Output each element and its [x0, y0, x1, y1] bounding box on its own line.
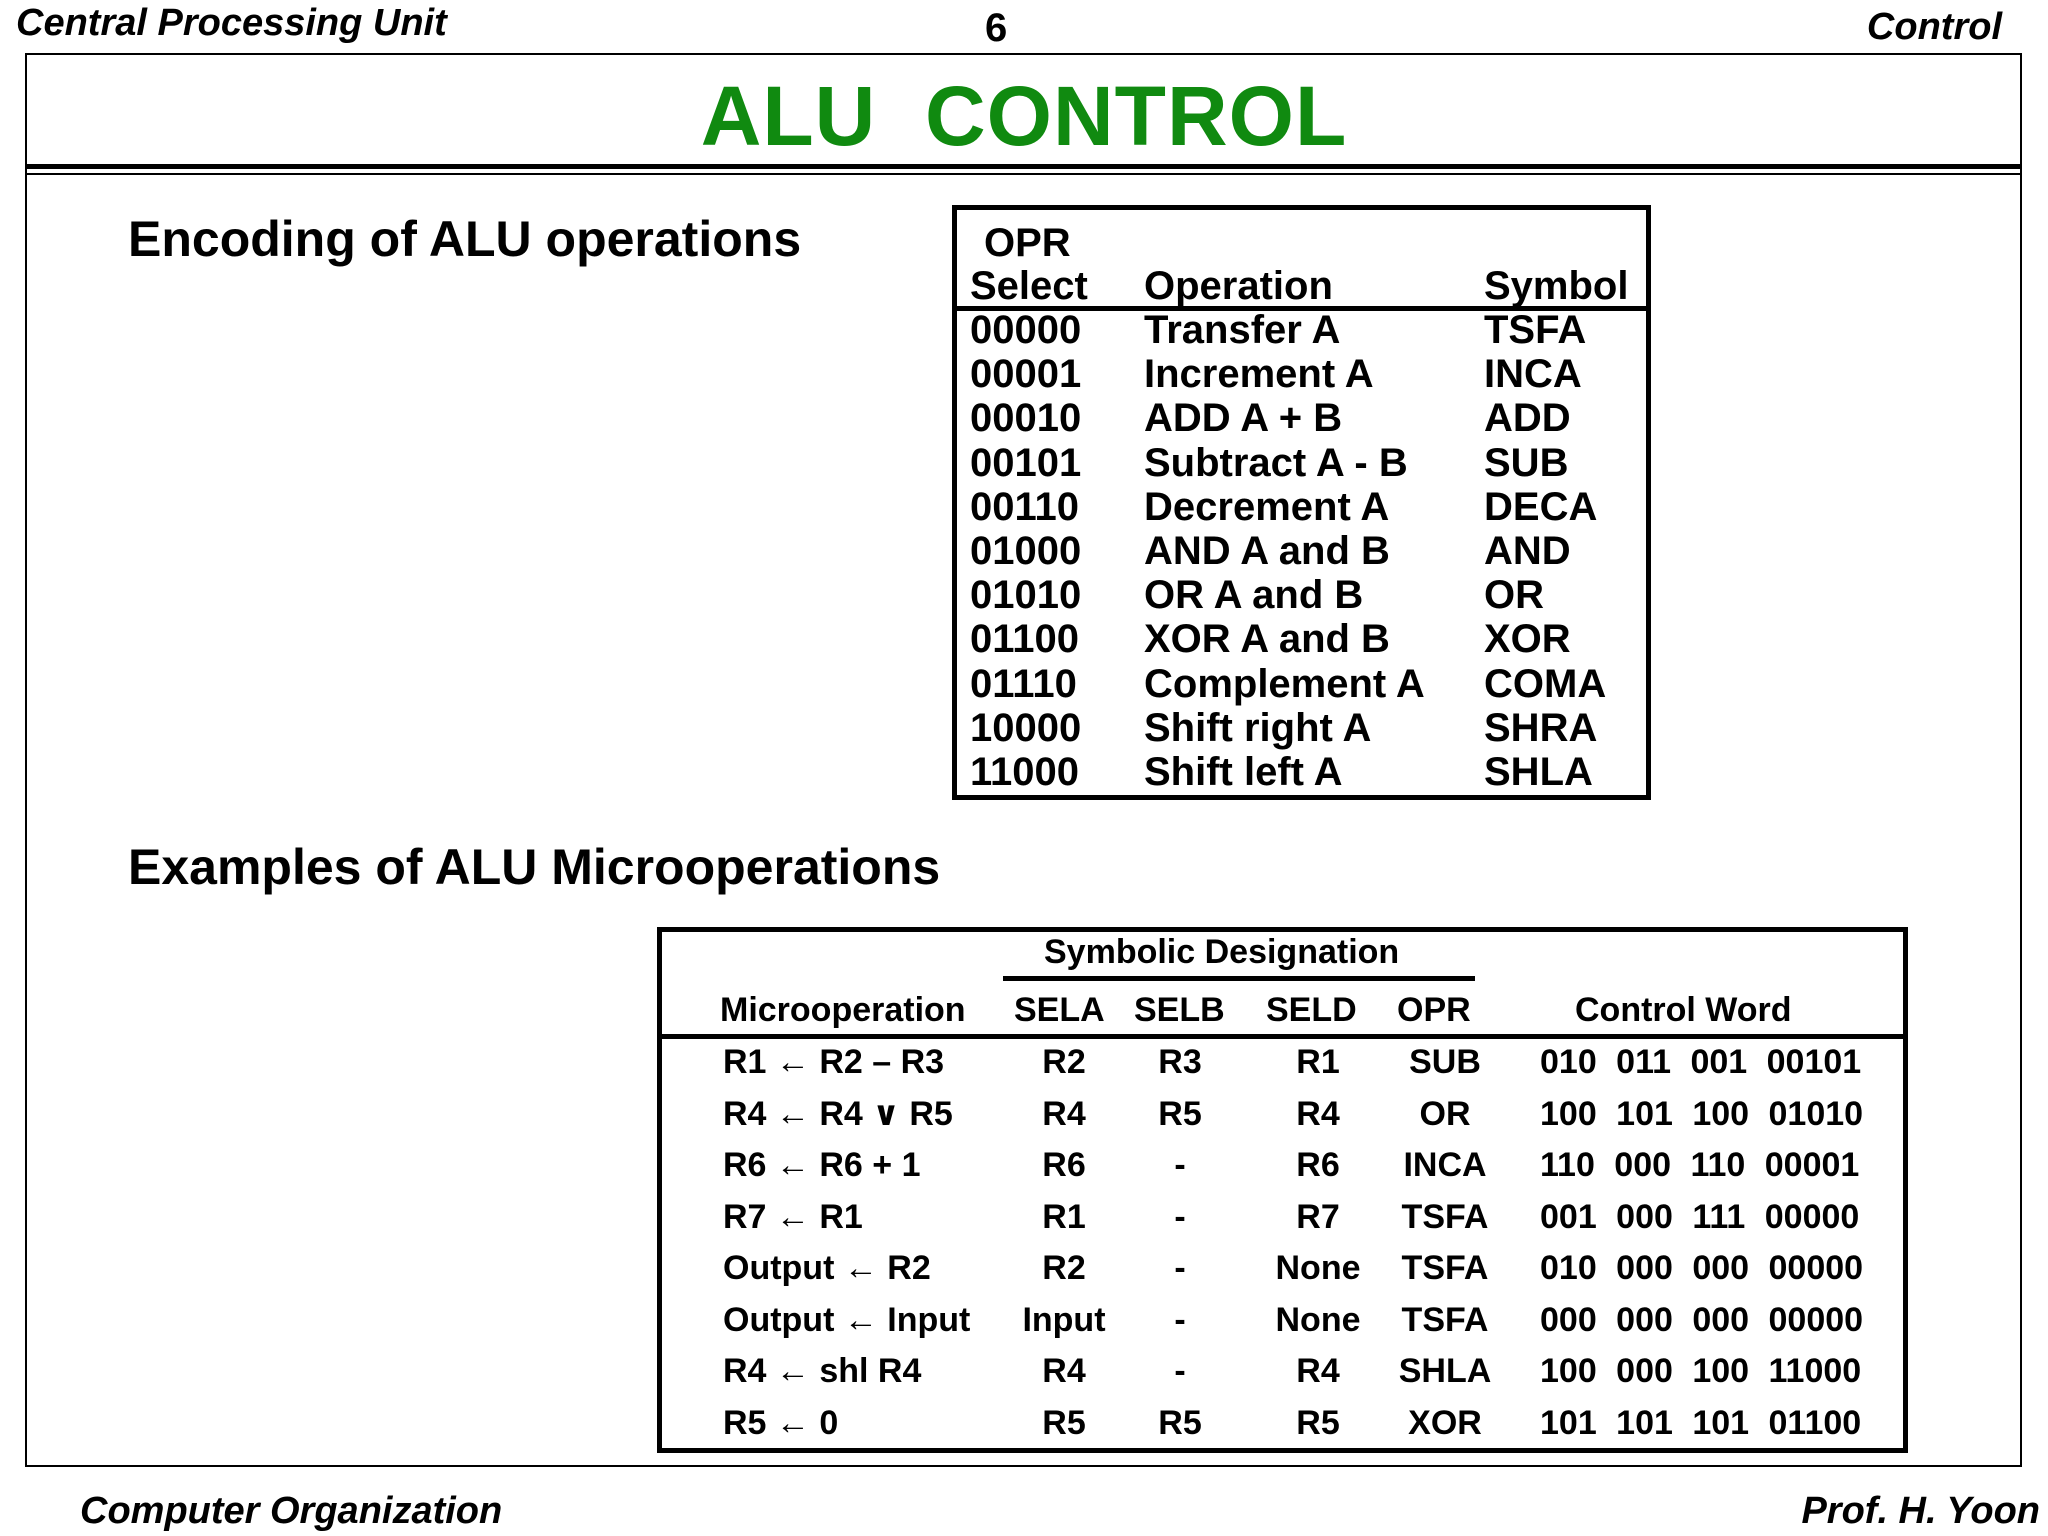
- opr-header-select-line2: Select: [970, 264, 1088, 308]
- opr-cell: SUB: [1409, 1043, 1481, 1081]
- seld-cell: R5: [1296, 1403, 1340, 1442]
- opr-operation-cell: AND A and B: [1144, 528, 1390, 573]
- opr-cell: TSFA: [1401, 1249, 1489, 1287]
- control-word-cell: 101 101 101 01100: [1540, 1403, 1862, 1442]
- micro-header-group: Symbolic Designation: [1044, 933, 1400, 971]
- micro-table-row: [0, 1300, 2048, 1352]
- micro-table-row: [0, 1197, 2048, 1249]
- opr-operation-cell: ADD A + B: [1144, 396, 1343, 441]
- opr-select-cell: 00000: [970, 308, 1082, 352]
- selb-cell: R5: [1158, 1403, 1202, 1442]
- opr-cell: OR: [1419, 1094, 1471, 1133]
- sela-cell: R4: [1042, 1094, 1086, 1133]
- opr-operation-cell: Complement A: [1144, 661, 1425, 706]
- slide-title: ALU CONTROL: [700, 69, 1348, 163]
- opr-symbol-cell: ADD: [1484, 396, 1571, 441]
- sela-cell: R1: [1042, 1197, 1086, 1236]
- selb-cell: -: [1174, 1249, 1186, 1287]
- opr-operation-cell: Transfer A: [1144, 308, 1341, 352]
- opr-symbol-cell: AND: [1484, 528, 1571, 573]
- opr-cell: INCA: [1403, 1146, 1487, 1184]
- microop-cell: Output ← Input: [723, 1300, 971, 1339]
- opr-header-select-line1: OPR: [984, 221, 1071, 265]
- micro-header-control-word: Control Word: [1575, 991, 1792, 1029]
- micro-table-body: [0, 1042, 2048, 1454]
- selb-cell: -: [1174, 1146, 1186, 1184]
- opr-select-cell: 00010: [970, 396, 1082, 441]
- header-course-title: Central Processing Unit: [16, 2, 447, 44]
- opr-symbol-cell: INCA: [1484, 352, 1582, 397]
- examples-heading: Examples of ALU Microoperations: [128, 839, 941, 895]
- selb-cell: -: [1174, 1197, 1186, 1236]
- micro-header-sela: SELA: [1014, 991, 1105, 1029]
- selb-cell: R3: [1158, 1043, 1202, 1081]
- opr-operation-cell: Shift left A: [1144, 749, 1343, 794]
- seld-cell: None: [1275, 1300, 1361, 1339]
- opr-select-cell: 10000: [970, 705, 1082, 750]
- opr-select-cell: 01000: [970, 528, 1082, 573]
- micro-header-selb: SELB: [1134, 991, 1225, 1029]
- sela-cell: R2: [1042, 1249, 1086, 1287]
- opr-cell: SHLA: [1398, 1352, 1492, 1390]
- opr-operation-cell: OR A and B: [1144, 573, 1364, 618]
- control-word-cell: 100 000 100 11000: [1540, 1352, 1862, 1390]
- micro-header-seld: SELD: [1266, 991, 1357, 1029]
- opr-select-cell: 01110: [970, 661, 1077, 706]
- page-number: 6: [985, 6, 1008, 50]
- opr-operation-cell: Increment A: [1144, 352, 1374, 397]
- footer-author: Prof. H. Yoon: [1801, 1490, 2040, 1532]
- opr-select-cell: 01010: [970, 573, 1082, 618]
- opr-operation-cell: Subtract A - B: [1144, 440, 1408, 485]
- opr-symbol-cell: SHLA: [1484, 749, 1593, 794]
- micro-table-row: [0, 1403, 2048, 1455]
- sela-cell: Input: [1022, 1300, 1106, 1339]
- micro-table-row: [0, 1042, 2048, 1094]
- opr-operation-cell: Shift right A: [1144, 705, 1372, 750]
- opr-symbol-cell: TSFA: [1484, 308, 1587, 352]
- control-word-cell: 010 000 000 00000: [1540, 1249, 1864, 1287]
- opr-symbol-cell: XOR: [1484, 617, 1571, 662]
- opr-symbol-cell: DECA: [1484, 484, 1598, 529]
- microop-cell: R5 ← 0: [723, 1403, 839, 1442]
- opr-select-cell: 01100: [970, 617, 1080, 662]
- sela-cell: R2: [1042, 1043, 1086, 1081]
- seld-cell: R6: [1296, 1146, 1340, 1184]
- seld-cell: R1: [1296, 1043, 1340, 1081]
- seld-cell: R4: [1296, 1094, 1340, 1133]
- opr-header-symbol: Symbol: [1484, 264, 1629, 308]
- opr-select-cell: 11000: [970, 749, 1080, 794]
- control-word-cell: 010 011 001 00101: [1540, 1043, 1862, 1081]
- seld-cell: R7: [1296, 1197, 1340, 1236]
- opr-symbol-cell: SHRA: [1484, 705, 1598, 750]
- seld-cell: R4: [1296, 1352, 1340, 1390]
- opr-cell: XOR: [1408, 1403, 1482, 1442]
- sela-cell: R5: [1042, 1403, 1086, 1442]
- opr-cell: TSFA: [1401, 1197, 1489, 1236]
- micro-header-opr: OPR: [1397, 991, 1471, 1029]
- microop-cell: R4 ← R4 ∨ R5: [723, 1094, 953, 1133]
- opr-select-cell: 00110: [970, 484, 1080, 529]
- sela-cell: R6: [1042, 1146, 1086, 1184]
- opr-symbol-cell: SUB: [1484, 440, 1569, 485]
- opr-operation-cell: Decrement A: [1144, 484, 1390, 529]
- microop-cell: R4 ← shl R4: [723, 1352, 922, 1390]
- footer-course: Computer Organization: [80, 1490, 503, 1532]
- opr-operation-cell: XOR A and B: [1144, 617, 1390, 662]
- microop-cell: R1 ← R2 – R3: [723, 1043, 945, 1081]
- selb-cell: R5: [1158, 1094, 1202, 1133]
- title-divider-thin: [25, 173, 2022, 175]
- micro-table-row: [0, 1145, 2048, 1197]
- opr-header-operation: Operation: [1144, 264, 1333, 308]
- opr-symbol-cell: COMA: [1484, 661, 1607, 706]
- micro-table-row: [0, 1351, 2048, 1403]
- symbolic-designation-underline: [1003, 976, 1475, 981]
- microop-cell: R6 ← R6 + 1: [723, 1146, 921, 1184]
- micro-header-microoperation: Microoperation: [720, 991, 966, 1029]
- microop-cell: Output ← R2: [723, 1249, 931, 1287]
- microop-cell: R7 ← R1: [723, 1197, 863, 1236]
- opr-symbol-cell: OR: [1484, 573, 1544, 618]
- sela-cell: R4: [1042, 1352, 1086, 1390]
- opr-select-cell: 00101: [970, 440, 1082, 485]
- micro-table-row: [0, 1248, 2048, 1300]
- header-section-title: Control: [1866, 6, 2002, 48]
- encoding-heading: Encoding of ALU operations: [128, 211, 802, 267]
- control-word-cell: 001 000 111 00000: [1540, 1197, 1860, 1236]
- opr-cell: TSFA: [1401, 1300, 1489, 1339]
- micro-table-row: [0, 1094, 2048, 1146]
- control-word-cell: 100 101 100 01010: [1540, 1094, 1864, 1133]
- control-word-cell: 000 000 000 00000: [1540, 1300, 1864, 1339]
- selb-cell: -: [1174, 1300, 1186, 1339]
- opr-select-cell: 00001: [970, 352, 1082, 397]
- selb-cell: -: [1174, 1352, 1186, 1390]
- seld-cell: None: [1275, 1249, 1361, 1287]
- control-word-cell: 110 000 110 00001: [1540, 1146, 1860, 1184]
- micro-table-header-divider: [657, 1034, 1908, 1039]
